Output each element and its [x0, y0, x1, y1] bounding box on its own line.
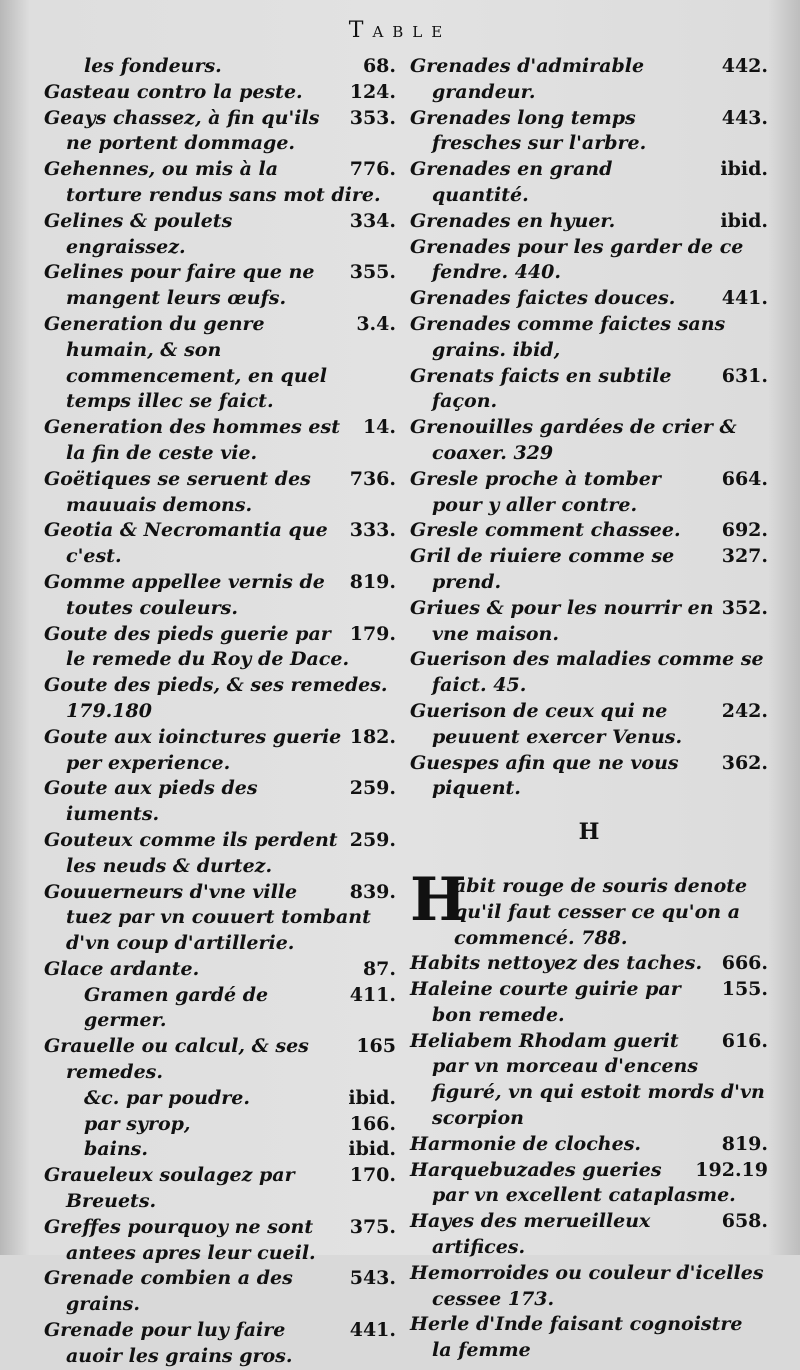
index-entry: [410, 951, 768, 977]
entry-text: Graueleux soulagez par Breuets.: [44, 1164, 295, 1213]
entry-page-number: 242.: [721, 699, 768, 722]
entry-page-number: 666.: [721, 952, 768, 975]
entry-text: Grenades d'admirable grandeur.: [410, 55, 645, 103]
entry-page-number: ibid.: [348, 1086, 396, 1109]
index-entry: [410, 544, 768, 596]
index-entry: [44, 1034, 396, 1086]
entry-text: Grenade combien a des grains.: [44, 1267, 293, 1316]
index-entry: [410, 106, 768, 158]
entry-text: Grenades en grand quantité.: [410, 158, 613, 206]
index-entry: [410, 312, 768, 364]
entry-page-number: 155.: [721, 978, 768, 1001]
entry-text: Grenades long temps fresches sur l'arbre.: [410, 106, 647, 155]
h-first-entry-text: abit rouge de souris denote qu'il faut cesser ce qu'on a commencé. 788.: [454, 874, 748, 949]
entry-text: Greffes pourquoy ne sont antees apres leur cueil.: [44, 1215, 316, 1264]
entry-text: les fondeurs.: [84, 55, 222, 77]
index-entry: [44, 1112, 396, 1138]
index-entry: [410, 647, 768, 699]
index-entry: [410, 518, 768, 544]
h-entries: [410, 951, 768, 1364]
index-entry: [44, 260, 396, 312]
entry-page-number: 355.: [349, 261, 396, 284]
index-entry: [410, 1261, 768, 1313]
index-entry: [44, 776, 396, 828]
index-entry: [44, 1318, 396, 1370]
index-entry: [44, 983, 396, 1035]
entry-page-number: 819.: [721, 1132, 768, 1155]
entry-text: Habits nettoyez des taches.: [410, 952, 703, 975]
index-entry: [44, 622, 396, 674]
entry-page-number: 352.: [721, 596, 768, 619]
entry-page-number: 776.: [349, 158, 396, 181]
index-entry: [410, 1029, 768, 1132]
index-entry: [44, 1163, 396, 1215]
entry-page-number: 259.: [349, 777, 396, 800]
index-entry: [44, 1137, 396, 1163]
entry-page-number: ibid.: [720, 158, 768, 181]
entry-page-number: 839.: [349, 880, 396, 903]
entry-page-number: 68.: [362, 55, 396, 77]
index-entry: [44, 828, 396, 880]
entry-text: Grenouilles gardées de crier & coaxer. 329: [410, 416, 737, 464]
entry-page-number: 182.: [349, 725, 396, 748]
entry-text: Gramen gardé de germer.: [84, 983, 269, 1032]
entry-text: Geotia & Necromantia que c'est.: [44, 519, 328, 568]
entry-page-number: 375.: [349, 1215, 396, 1238]
entry-page-number: 442.: [721, 55, 768, 77]
entry-text: Grenade pour luy faire auoir les grains gros.: [44, 1319, 293, 1367]
index-entry: [44, 1266, 396, 1318]
entry-text: Grenades pour les garder de ce fendre. 440.: [410, 235, 744, 284]
entry-page-number: 170.: [349, 1164, 396, 1187]
entry-text: Gomme appellee vernis de toutes couleurs.: [44, 570, 325, 619]
entry-text: Gouteux comme ils perdent les neuds & durtez.: [44, 828, 338, 877]
entry-page-number: ibid.: [348, 1138, 396, 1161]
entry-text: Guerison de ceux qui ne peuuent exercer Venus.: [410, 699, 683, 748]
entry-page-number: 87.: [362, 957, 396, 980]
index-column-left: [44, 54, 396, 1370]
entry-page-number: 736.: [349, 467, 396, 490]
entry-text: Guerison des maladies comme se faict. 45.: [410, 648, 764, 697]
entry-text: &c. par poudre.: [84, 1086, 250, 1109]
h-first-entry: [410, 864, 768, 951]
index-entry: [44, 312, 396, 415]
index-entry: [44, 957, 396, 983]
entry-text: Herle d'Inde faisant cognoistre la femme: [410, 1313, 743, 1362]
index-entry: [410, 209, 768, 235]
entry-text: Generation des hommes est la fin de ceste vie.: [44, 416, 340, 464]
entry-page-number: 692.: [721, 519, 768, 542]
entry-text: Harmonie de cloches.: [410, 1132, 642, 1155]
entry-page-number: 631.: [721, 364, 768, 387]
g-entries-right: [410, 54, 768, 802]
entry-page-number: 664.: [721, 467, 768, 490]
index-entry: [410, 364, 768, 416]
index-entry: [410, 751, 768, 803]
index-entry: [410, 415, 768, 467]
index-column-right: [410, 54, 768, 1364]
index-entry: [410, 1209, 768, 1261]
drop-cap: H: [410, 864, 467, 935]
entry-text: Goute des pieds, & ses remedes. 179.180: [44, 674, 388, 722]
index-entry: [410, 977, 768, 1029]
entry-text: Gehennes, ou mis à la torture rendus sans mot dire.: [44, 158, 381, 206]
index-entry: [44, 725, 396, 777]
index-entry: [410, 699, 768, 751]
index-entry: [44, 54, 396, 80]
index-entry: [410, 286, 768, 312]
index-entry: [44, 518, 396, 570]
entry-text: Gasteau contro la peste.: [44, 80, 303, 103]
index-entry: [44, 415, 396, 467]
entry-page-number: 616.: [721, 1029, 768, 1052]
entry-page-number: 441.: [721, 287, 768, 310]
index-entry: [44, 157, 396, 209]
entry-text: Grenades comme faictes sans grains. ibid,: [410, 312, 726, 361]
entry-page-number: 327.: [721, 545, 768, 568]
entry-page-number: 192.19: [695, 1158, 768, 1181]
entry-page-number: ibid.: [720, 209, 768, 232]
index-entry: [410, 54, 768, 106]
entry-text: Hemorroides ou couleur d'icelles cessee 173.: [410, 1261, 764, 1310]
entry-text: Gelines & poulets engraissez.: [44, 209, 233, 258]
index-entry: [44, 80, 396, 106]
entry-text: bains.: [84, 1138, 148, 1161]
section-letter-h: H: [578, 819, 600, 846]
index-entry: [44, 570, 396, 622]
entry-text: Hayes des merueilleux artifices.: [410, 1210, 651, 1259]
index-entry: [44, 1215, 396, 1267]
index-entry: [44, 106, 396, 158]
entry-text: Heliabem Rhodam guerit par vn morceau d'encens figuré, vn qui estoit mords d'vn scorpion: [410, 1029, 765, 1130]
entry-text: Goute des pieds guerie par le remede du Roy de Dace.: [44, 622, 350, 671]
entry-page-number: 333.: [349, 519, 396, 542]
entry-page-number: 441.: [349, 1319, 396, 1342]
entry-page-number: 334.: [349, 209, 396, 232]
entry-text: Gril de riuiere comme se prend.: [410, 545, 675, 593]
entry-text: Goëtiques se seruent des mauuais demons.: [44, 467, 311, 516]
entry-text: Haleine courte guirie par bon remede.: [410, 978, 681, 1026]
entry-text: par syrop,: [84, 1112, 191, 1135]
index-entry: [410, 157, 768, 209]
entry-text: Gresle comment chassee.: [410, 519, 681, 542]
entry-text: Grenades faictes douces.: [410, 287, 676, 310]
entry-page-number: 543.: [349, 1267, 396, 1290]
entry-text: Gresle proche à tomber pour y aller contre.: [410, 467, 661, 516]
entry-page-number: 166.: [349, 1112, 396, 1135]
entry-page-number: 362.: [721, 751, 768, 774]
entry-text: Goute aux ioinctures guerie per experience.: [44, 725, 342, 774]
entry-text: Griues & pour les nourrir en vne maison.: [410, 596, 714, 645]
entry-text: Gelines pour faire que ne mangent leurs œufs.: [44, 261, 315, 310]
entry-page-number: 259.: [349, 828, 396, 851]
entry-page-number: 179.: [349, 622, 396, 645]
entry-page-number: 124.: [349, 80, 396, 103]
entry-page-number: 165: [356, 1035, 396, 1058]
entry-text: Grenats faicts en subtile façon.: [410, 364, 672, 413]
entry-text: Geays chassez, à fin qu'ils ne portent dommage.: [44, 106, 320, 155]
entry-page-number: 411.: [349, 983, 396, 1006]
index-entry: [410, 467, 768, 519]
entry-page-number: 819.: [349, 570, 396, 593]
index-entry: [410, 1158, 768, 1210]
entry-text: Grenades en hyuer.: [410, 209, 616, 232]
entry-text: Harquebuzades gueries par vn excellent cataplasme.: [410, 1158, 736, 1207]
entry-text: Generation du genre humain, & son commencement, en quel temps illec se faict.: [44, 312, 327, 413]
entry-page-number: 353.: [349, 106, 396, 129]
entry-page-number: 14.: [362, 416, 396, 439]
index-entry: [44, 209, 396, 261]
index-entry: [44, 673, 396, 725]
index-entry: [410, 596, 768, 648]
entry-page-number: 658.: [721, 1210, 768, 1233]
entry-text: Glace ardante.: [44, 957, 200, 980]
entry-text: Goute aux pieds des iuments.: [44, 777, 258, 826]
entry-text: Guespes afin que ne vous piquent.: [410, 751, 679, 800]
running-head: Table: [348, 18, 452, 43]
entry-text: Grauelle ou calcul, & ses remedes.: [44, 1035, 309, 1084]
index-entry: [44, 467, 396, 519]
index-entry: [410, 235, 768, 287]
entry-page-number: 443.: [721, 106, 768, 129]
index-entry: [410, 1312, 768, 1364]
index-entry: [44, 880, 396, 957]
index-entry: [410, 1132, 768, 1158]
entry-text: Gouuerneurs d'vne ville tuez par vn couuert tombant d'vn coup d'artillerie.: [44, 880, 371, 955]
index-entry: [44, 1086, 396, 1112]
entry-page-number: 3.4.: [356, 312, 396, 335]
